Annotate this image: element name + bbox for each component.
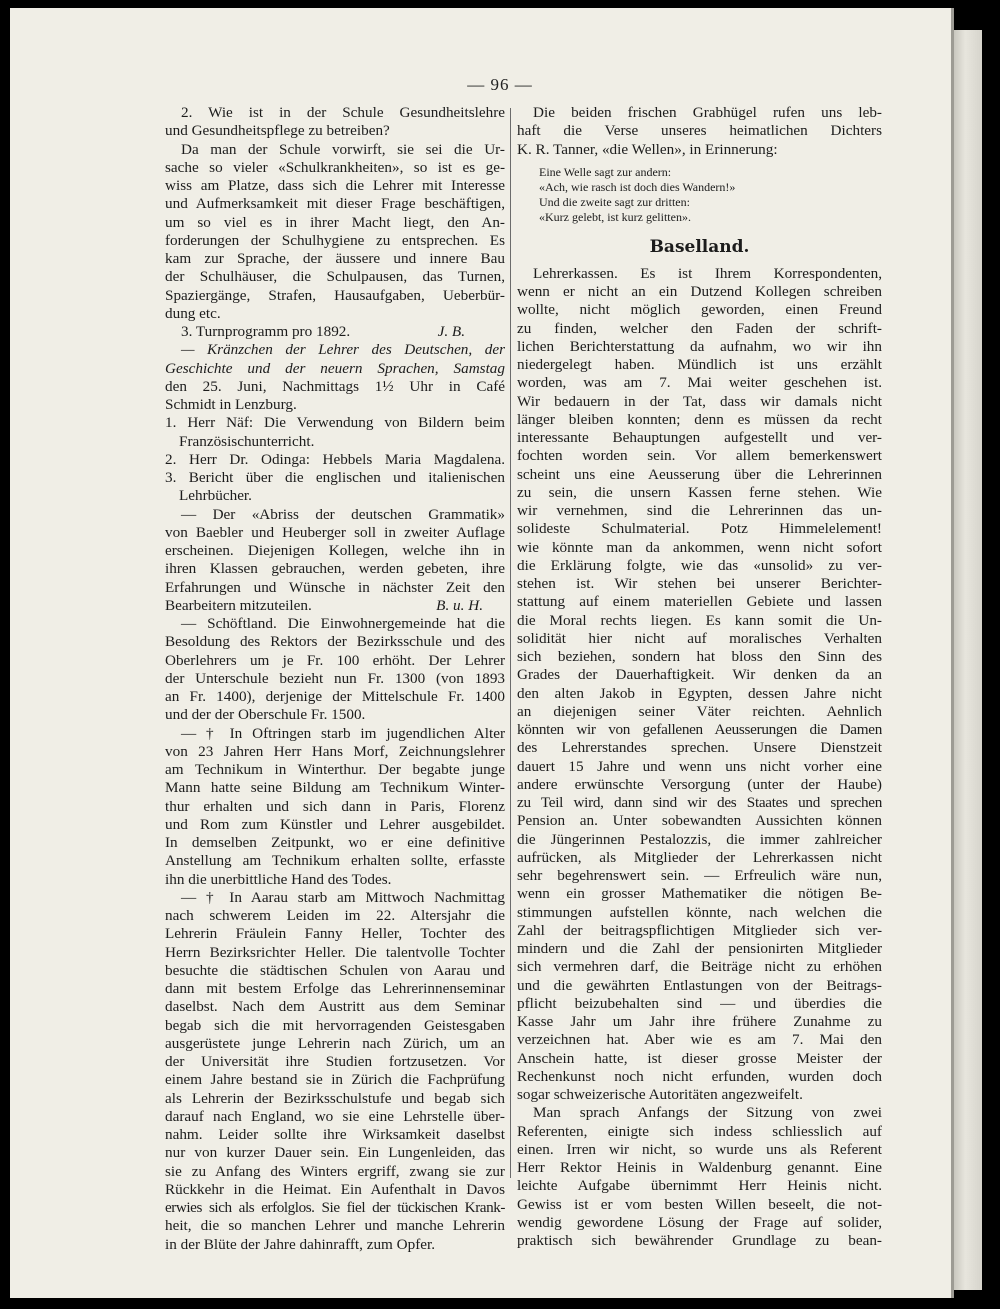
text-line: stimmungen aufstellen könnte, nach welchen die (517, 903, 882, 921)
text-line: worden, was am 7. Mai weiter geschehen ist. (517, 374, 882, 392)
text-line: lichen Berichterstattung da aufnahm, wo wir ihn (517, 337, 882, 355)
text-line: Bearbeitern mitzuteilen. (165, 596, 312, 614)
text-line: nahm. Leider sollte ihre Wirksamkeit daselbst (165, 1126, 505, 1143)
text-line: ihn die unerbittliche Hand des Todes. (165, 870, 392, 888)
text-line: K. R. Tanner, «die Wellen», in Erinnerung: (517, 140, 778, 158)
text-line: Oberlehrers um je Fr. 100 erhöht. Der Lehrer (165, 651, 505, 669)
page-number: — 96 — (467, 75, 533, 94)
text-line: des Lehrerstandes sprechen. Unsere Dienstzeit (517, 739, 882, 757)
text-line: und Aufmerksamkeit mit dieser Frage beschäftigen, (165, 195, 505, 213)
text-line: wenn ein grosser Mathematiker die nötigen Be- (517, 885, 882, 903)
text-line: Da man der Schule vorwirft, sie sei die Ur- (181, 140, 505, 158)
text-line: Rückkehr in die Heimat. Ein Aufenthalt in Davos (165, 1180, 505, 1198)
paragraph-oftringen (165, 725, 505, 889)
paragraph-lehrerkassen (517, 265, 882, 1105)
text-line: sich beziehen, sondern hat bloss den Sinn des (517, 648, 882, 665)
text-line: einem Jahre bestand sie in Zürich die Fachprüfung (165, 1071, 505, 1089)
item-text: 3. Turnprogramm pro 1892. (181, 323, 351, 340)
paragraph-schulhygiene (165, 141, 505, 324)
text-line: verzeichnen hat. Aber wie es am 7. Mai den (517, 1031, 882, 1049)
text-line: pflicht beizubehalten sind — und überdies die (517, 994, 882, 1012)
paragraph-referenten (517, 1104, 882, 1250)
paragraph-abriss (165, 506, 505, 616)
text-line: andere erwünschte Versorgung (unter der Haube) (517, 775, 882, 793)
text-line: 2. Wie ist in der Schule Gesundheitslehre (181, 104, 505, 121)
text-line: sich vermehren darf, die Beiträge nicht zu erhöhen (517, 958, 882, 976)
text-line: heit, die so manchen Lehrer und manche Lehrerin (165, 1217, 505, 1235)
text-line: Grades der Dauerhaftigkeit. Wir denken da an (517, 666, 882, 684)
text-line: stattung auf einem materiellen Gebiete und lassen (517, 593, 882, 611)
text-line: solideste Schulmaterial. Potz Himmelelement! (517, 520, 882, 538)
text-line: zu sein, die unsern Kassen ferne stehen. Wie (517, 483, 882, 501)
list-item: 1. Herr Näf: Die Verwendung von Bildern beim (165, 414, 505, 432)
text-line: Erfahrungen und Wünsche in nächster Zeit den (165, 578, 505, 596)
text-line: die Erklärung folgte, wie das «unsolid» zu ver- (517, 556, 882, 574)
text-line: wie könnte man da ankommen, wenn nicht sofort (517, 538, 882, 556)
text-line: und Gesundheitspflege zu betreiben? (165, 122, 390, 140)
text-line: sache so vieler «Schulkrankheiten», so ist es ge- (165, 158, 505, 176)
text-line: Zahl der beitragspflichtigen Mitglieder sich ver- (517, 921, 882, 939)
poem-line: «Kurz gelebt, ist kurz gelitten». (539, 209, 691, 224)
text-line: wir vernehmen, sind die Lehrerinnen das un- (517, 502, 882, 519)
text-line: wiss am Platze, dass sich die Lehrer mit Interesse (165, 177, 505, 194)
text-line: dung etc. (165, 304, 221, 322)
left-column (165, 104, 505, 1254)
text-line: Referenten, einigte sich indess schliesslich auf (517, 1122, 882, 1140)
text-line: praktisch sich bewährender Grundlage zu bean- (517, 1232, 882, 1249)
text-line: von Baebler und Heuberger soll in zweiter Auflage (165, 523, 505, 541)
text-line: ausgerüstete junge Lehrerin nach Zürich, um an (165, 1034, 505, 1052)
text-line: In demselben Zeitpunkt, wo er eine definitive (165, 834, 505, 851)
text-line: ihren Klassen gebrauchen, werden gebeten, ihre (165, 560, 505, 578)
text-line: der Unterschule bezieht nun Fr. 1300 (von 1893 (165, 669, 505, 687)
next-page-edge (954, 30, 982, 1290)
text-line: scheint uns eine Aeusserung über die Lehrerinnen (517, 465, 882, 483)
poem-line: «Ach, wie rasch ist doch dies Wandern!» (539, 179, 736, 194)
paragraph-grabhuegel (517, 104, 882, 159)
text-line: daselbst. Nach dem Austritt aus dem Seminar (165, 998, 505, 1016)
text-line: niedergelegt haben. Mündlich ist uns erzählt (517, 356, 882, 373)
text-line: haft die Verse unseres heimatlichen Dichters (517, 122, 882, 140)
text-line: die Moral rechts liegen. Es kann somit die Un- (517, 611, 882, 629)
text-line: — † In Aarau starb am Mittwoch Nachmittag (181, 888, 505, 906)
text-line: — Der «Abriss der deutschen Grammatik» (181, 505, 505, 523)
text-line: Gewiss ist er vom besten Willen beseelt, die not- (517, 1195, 882, 1213)
text-line: kam zur Sprache, der äussere und innere Bau (165, 250, 505, 267)
text-line: Wir bedauern in der Tat, dass wir damals nicht (517, 392, 882, 410)
text-line: Besoldung des Rektors der Bezirksschule und des (165, 633, 505, 651)
program-list (165, 414, 505, 505)
text-line: solidität hier nicht auf moralisches Verhalten (517, 629, 882, 647)
text-line: begab sich die mit hervorragenden Geistesgaben (165, 1016, 505, 1034)
text-line: den alten Jakob in Egypten, dessen Jahre nicht (517, 684, 882, 702)
text-line: an diejenigen seiner Väter reichten. Aehnlich (517, 702, 882, 720)
text-line: einen. Irren wir nicht, so wurde uns als Referent (517, 1140, 882, 1158)
text-line: mindern und die Zahl der pensionirten Mitglieder (517, 940, 882, 957)
text-line: leichte Aufgabe übernimmt Herr Heinis nicht. (517, 1177, 882, 1195)
text-line: Die beiden frischen Grabhügel rufen uns leb- (533, 104, 882, 121)
text-line: wenn er nicht an ein Dutzend Kollegen schreiben (517, 283, 882, 300)
text-line: der Universität ihre Studien fortzusetzen. Vor (165, 1053, 505, 1070)
text-line: als Lehrerin der Bezirksschulstufe und begab sich (165, 1089, 505, 1107)
text-line: Lehrerkassen. Es ist Ihrem Korrespondenten, (533, 264, 882, 282)
list-item: 3. Bericht über die englischen und italienischen (165, 469, 505, 486)
text-line: am Technikum in Winterthur. Der begabte junge (165, 761, 505, 778)
signature: J. B. (437, 323, 465, 340)
text-line: um so viel es in ihrer Macht liegt, den An- (165, 213, 505, 231)
column-divider (510, 108, 511, 1178)
text-line: Mann hatte seine Bildung am Technikum Winter- (165, 779, 505, 797)
text-line: forderungen der Schulhygiene zu entsprechen. Es (165, 231, 505, 249)
text-line: in der Blüte der Jahre dahinrafft, zum Opfer. (165, 1235, 436, 1253)
poem-line: Und die zweite sagt zur dritten: (539, 194, 690, 209)
text-line: Schmidt in Lenzburg. (165, 396, 297, 413)
closing-line (165, 597, 505, 615)
text-line: und Rom zum Künstler und Lehrer ausgebildet. (165, 815, 505, 833)
text-line: länger bleiben konnten; denn es müssen da recht (517, 410, 882, 428)
text-line: den 25. Juni, Nachmittags 1½ Uhr in Café (165, 377, 505, 395)
text-line: dann mit bestem Erfolge das Lehrerinnenseminar (165, 980, 505, 997)
text-line: nach schwerem Leiden im 22. Altersjahr die (165, 907, 505, 924)
text-line: der Schulhäuser, die Schulpausen, das Turnen, (165, 268, 505, 286)
text-line: Anschein hatte, ist dieser grosse Meister der (517, 1049, 882, 1067)
text-line: besuchte die städtischen Schulen von Aarau und (165, 961, 505, 979)
text-line: Spaziergänge, Strafen, Hausaufgaben, Ueberbür- (165, 286, 505, 304)
text-line: Rechenkunst noch nicht erfunden, wurden doch (517, 1067, 882, 1085)
section-heading-baselland: Baselland. (649, 236, 750, 257)
text-line: zu Teil wird, dann sind wir des Staates und sprechen (517, 794, 882, 811)
text-line: könnten wir von gefallenen Aeusserungen die Damen (517, 721, 882, 738)
item-2-gesundheitslehre (165, 104, 505, 141)
text-line: interessante Behauptungen aufgestellt und ver- (517, 429, 882, 446)
right-column (517, 104, 882, 1250)
text-line: wendig gewordene Lösung der Frage auf solider, (517, 1213, 882, 1231)
text-line: Anstellung am Technikum erhalten sollte, erfasste (165, 852, 505, 870)
text-line: sogar schweizerische Autoritäten angezweifelt. (517, 1086, 803, 1103)
text-line: stehen ist. Wir stehen bei unserer Berichter- (517, 575, 882, 592)
list-item: 2. Herr Dr. Odinga: Hebbels Maria Magdalena. (165, 450, 505, 468)
text-line: Man sprach Anfangs der Sitzung von zwei (533, 1104, 882, 1122)
text-line: Geschichte und der neuern Sprachen, Samstag (165, 359, 505, 377)
text-line: Pension an. Unter sobewandten Aussichten können (517, 812, 882, 830)
text-line: und der der Oberschule Fr. 1500. (165, 706, 366, 724)
poem-die-wellen (517, 165, 882, 225)
paragraph-schoeftland (165, 615, 505, 725)
text-line: sie zu Anfang des Winters ergriff, zwang sie zur (165, 1162, 505, 1180)
text-line: thur erhalten und sich dann in Paris, Florenz (165, 797, 505, 815)
text-line: zu finden, welcher den Faden der schrift- (517, 319, 882, 337)
poem-line: Eine Welle sagt zur andern: (539, 164, 672, 179)
list-item: Französischunterricht. (179, 432, 315, 450)
text-line: dauert 15 Jahre und wenn uns nicht vorher eine (517, 757, 882, 775)
list-item: Lehrbücher. (179, 487, 252, 505)
text-line: Herrn Bezirksrichter Heller. Die talentvolle Tochter (165, 943, 505, 961)
paragraph-kraenzchen (165, 341, 505, 414)
text-line: erwies sich als erfolglos. Sie fiel der tückischen Krank- (165, 1199, 505, 1216)
text-line: Lehrerin Fräulein Fanny Heller, Tochter des (165, 925, 505, 943)
text-line: die Jüngerinnen Pestalozzis, die immer zahlreicher (517, 830, 882, 848)
text-line: fochten worden sein. Vor allem bemerkenswert (517, 447, 882, 465)
text-line: Herr Rektor Heinis in Waldenburg genannt. Eine (517, 1159, 882, 1176)
text-line: nur von kurzer Dauer sein. Ein Lungenleiden, das (165, 1144, 505, 1162)
text-line: sehr begehrenswert sein. — Erfreulich wäre nun, (517, 867, 882, 884)
text-line: Kasse Jahr um Jahr ihre frühere Zunahme zu (517, 1013, 882, 1030)
item-3-turnprogramm (165, 323, 505, 341)
signature: B. u. H. (436, 596, 483, 614)
paragraph-aarau (165, 889, 505, 1254)
text-line: erscheinen. Diejenigen Kollegen, welche ihn in (165, 542, 505, 559)
text-line: aufrücken, als Mitglieder der Lehrerkassen nicht (517, 848, 882, 866)
text-line: von 23 Jahren Herr Hans Morf, Zeichnungslehrer (165, 742, 505, 760)
text-line: — Kränzchen der Lehrer des Deutschen, der (181, 341, 505, 359)
text-line: — Schöftland. Die Einwohnergemeinde hat die (181, 615, 505, 632)
text-line: wollte, nicht möglich geworden, einen Freund (517, 301, 882, 319)
text-line: — † In Oftringen starb im jugendlichen Alter (181, 724, 505, 742)
text-line: und die gewährten Entlastungen von der Beitrags- (517, 976, 882, 994)
text-line: darauf nach England, wo sie eine Lehrstelle über- (165, 1107, 505, 1125)
text-line: an Fr. 1400), derjenige der Mittelschule Fr. 1400 (165, 688, 505, 705)
